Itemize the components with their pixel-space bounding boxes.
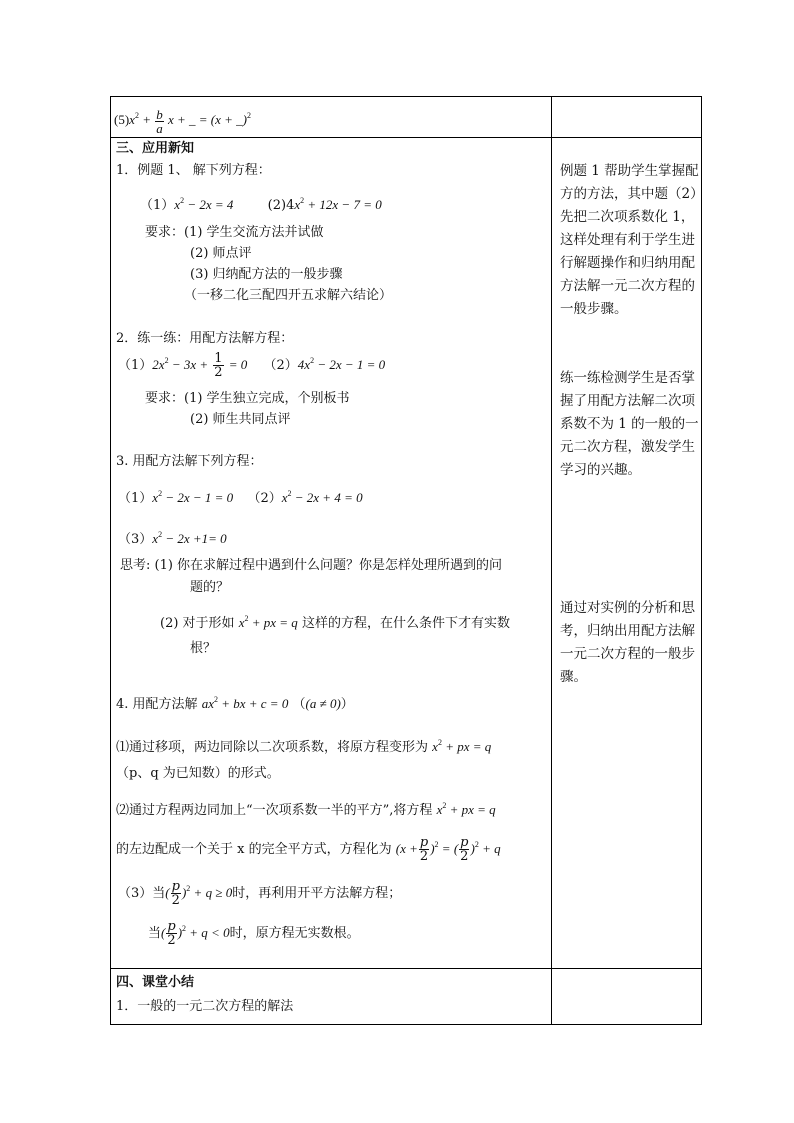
requirement-1: 要求：(1) 学生交流方法并试做 — [145, 225, 324, 240]
practice-equations: $(1)2x^2 - 3x$ + $\frac{1}{2}$ = 0 $(2)4x^2 - 2x - 1 = 0$ — [118, 351, 386, 380]
row-divider-2 — [110, 968, 701, 969]
note-summary-steps: 通过对实例的分析和思考，归纳出用配方法解一元二次方程的一般步骤。 — [560, 600, 695, 685]
practice-requirement-2: (2) 师生共同点评 — [190, 412, 291, 427]
item-3-equations-row1: $(1)x^2 - 2x - 1 = 0$ $(2)x^2 - 2x + 4 = 0$ — [118, 489, 363, 506]
step-2b: 的左边配成一个关于 x 的完全平方式，方程化为 (x + $\frac{p}{2}$ )$^2$ = ( $\frac{p}{2}$ )$^2$ + q — [116, 835, 501, 864]
think-question-2: (2) 对于形如 $x^2$ + px = q 这样的方程，在什么条件下才有实数 — [160, 614, 510, 631]
requirement-3: (3) 归纳配方法的一般步骤 — [190, 267, 343, 282]
step-1: ⑴通过移项，两边同除以二次项系数，将原方程变形为 $x^2$ + px = q — [116, 738, 492, 755]
think-question-1: 思考: (1) 你在求解过程中遇到什么问题？你是怎样处理所遇到的问 — [120, 558, 503, 573]
practice-requirement-1: 要求：(1) 学生独立完成，个别板书 — [145, 391, 350, 406]
step-3: （3）当( $\frac{p}{2}$ )$^2$ + q ≥ 0时，再利用开平方法解方程； — [118, 879, 402, 908]
step-2: ⑵通过方程两边同加上“一次项系数一半的平方”,将方程 $x^2$ + px = q — [116, 801, 496, 818]
formula-row-5: $(5)x^2$ + $\frac{b}{a}$ x + _ = (x + _)$^2$ — [114, 106, 251, 136]
item-4-heading: 4. 用配方法解 $ax^2$ + bx + c = 0 （(a ≠ 0)） — [116, 695, 354, 712]
think-question-2b: 根？ — [190, 641, 217, 656]
example-1-equations: $(1)x^2 - 2x = 4$ $(2)4x^2 + 12x - 7 = 0$ — [140, 196, 382, 213]
item-3-equation-3: $(3)x^2 - 2x +1= 0$ — [118, 530, 227, 547]
row-divider-1 — [110, 137, 701, 138]
section-3-title: 三、应用新知 — [116, 141, 195, 156]
practice-heading: 2．练一练：用配方法解方程： — [116, 331, 294, 346]
section-4-title: 四、课堂小结 — [116, 975, 195, 990]
requirement-2: (2) 师点评 — [190, 246, 252, 261]
note-example-1: 例题 1 帮助学生掌握配方的方法，其中题（2）先把二次项系数化 1，这样处理有利于学生进行解题操作和归纳用配方法解一元二次方程的一般步骤。 — [560, 163, 699, 317]
step-1b: （p、q 为已知数）的形式。 — [116, 766, 280, 781]
note-practice: 练一练检测学生是否掌握了用配方法解二次项系数不为 1 的一般的一元二次方程，激发学生学习的兴趣。 — [560, 370, 699, 478]
requirement-4: （一移二化三配四开五求解六结论） — [184, 288, 393, 303]
example-1-heading: 1．例题 1、 解下列方程： — [116, 163, 271, 178]
summary-item-1: 1．一般的一元二次方程的解法 — [116, 999, 294, 1014]
step-4: 当( $\frac{p}{2}$ )$^2$ + q < 0时，原方程无实数根。 — [148, 919, 360, 948]
item-3-heading: 3. 用配方法解下列方程： — [116, 454, 263, 469]
think-question-1b: 题的？ — [190, 580, 230, 595]
column-divider — [551, 96, 552, 1024]
